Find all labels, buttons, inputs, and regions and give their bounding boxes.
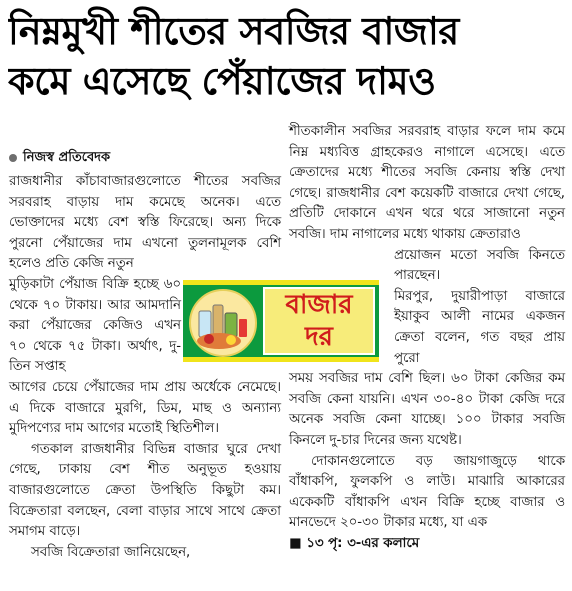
- paragraph: গতকাল রাজধানীর বিভিন্ন বাজার ঘুরে দেখা গেছে, ঢাকায় বেশ শীত অনুভূত হওয়ায় বাজারগুলোতে ক্রেতা উপস্থিতি কিছুটা কম। বিক্রেতারা বলছেন, বেলা বাড়ার সাথে সাথে ক্রেতা সমাগম বাড়ে।: [9, 441, 281, 540]
- banner-title: [263, 287, 375, 355]
- paragraph: সবজি বিক্রেতারা জানিয়েছেন,: [31, 544, 191, 560]
- paragraph: আগের চেয়ে পেঁয়াজের দাম প্রায় অর্ধেকে নেমেছে। এ দিকে বাজারে মুরগি, ডিম, মাছ ও অন্যান্য মুদিপণ্যের দাম আগের মতোই স্থিতিশীল।: [9, 379, 281, 437]
- headline-line-2: কমে এসেছে পেঁয়াজের দামও: [8, 59, 436, 103]
- paragraph: রাজধানীর কাঁচাবাজারগুলোতে শীতের সবজির সরবরাহ বাড়ায় দাম কমেছে অনেক। এতে ভোক্তাদের মধ্যে বেশ স্বস্তি ফিরেছে। অন্য দিকে পুরনো পেঁয়াজের দাম এখনো তুলনামূলক বেশি হলেও প্রতি কেজি নতুন: [9, 174, 281, 272]
- bazar-dor-banner: [183, 280, 379, 362]
- paragraph: প্রয়োজন মতো সবজি কিনতে পারছেন।: [394, 247, 565, 284]
- continuation-note: ■ ১৩ পৃ: ৩-এর কলামে: [289, 535, 420, 551]
- paragraph: মুড়িকাটা পেঁয়াজ বিক্রি হচ্ছে ৬০ থেকে ৭০ টাকায়। আর আমদানি করা পেঁয়াজের কেজিও এখন ৭০ থেকে ৭৫ টাকা। অর্থাৎ, দু-তিন সপ্তাহ: [9, 276, 181, 375]
- paragraph: সময় সবজির দাম বেশি ছিল। ৬০ টাকা কেজির কম সবজি কেনা যায়নি। এখন ৩০-৪০ টাকা কেজি দরে অনেক সবজি কেনা যাচ্ছে। ১০০ টাকার সবজি কিনলে দু-চার দিনের জন্য যথেষ্ট।: [289, 371, 565, 448]
- banner-title-line-2: দর: [305, 322, 333, 352]
- headline: [8, 6, 564, 106]
- paragraph: শীতকালীন সবজির সরবরাহ বাড়ার ফলে দাম কমে নিম্ন মধ্যবিত্ত গ্রাহকেরও নাগালে এসেছে। এতে ক্রেতাদের মধ্যে শীতের সবজি কেনায় স্বস্তি দেখা গেছে। রাজধানীর বেশ কয়েকটি বাজারে দেখা গেছে, প্রতিটি দোকানে এখন থরে থরে সাজানো নতুন সবজি। দাম নাগালের মধ্যে থাকায় ক্রেতারাও: [289, 124, 565, 242]
- bullet-icon: [9, 154, 17, 162]
- vegetables-icon: [191, 291, 255, 355]
- vegetables-illustration: [189, 289, 257, 357]
- paragraph: দোকানগুলোতে বড় জায়গাজুড়ে থাকে বাঁধাকপি, ফুলকপি ও লাউ। মাঝারি আকারের একেকটি বাঁধাকপি এখন বিক্রি হচ্ছে বাজার ও মানভেদে ২০-৩০ টাকার মধ্যে, যা এক: [289, 453, 565, 531]
- paragraph: মিরপুর, দুয়ারীপাড়া বাজারে ইয়াকুব আলী নামের একজন ক্রেতা বলেন, গত বছর প্রায় পুরো: [394, 288, 565, 366]
- headline-line-1: নিম্নমুখী শীতের সবজির বাজার: [8, 9, 459, 53]
- byline-text: নিজস্ব প্রতিবেদক: [23, 150, 111, 165]
- banner-title-line-1: বাজার: [285, 290, 353, 320]
- byline: [9, 148, 281, 168]
